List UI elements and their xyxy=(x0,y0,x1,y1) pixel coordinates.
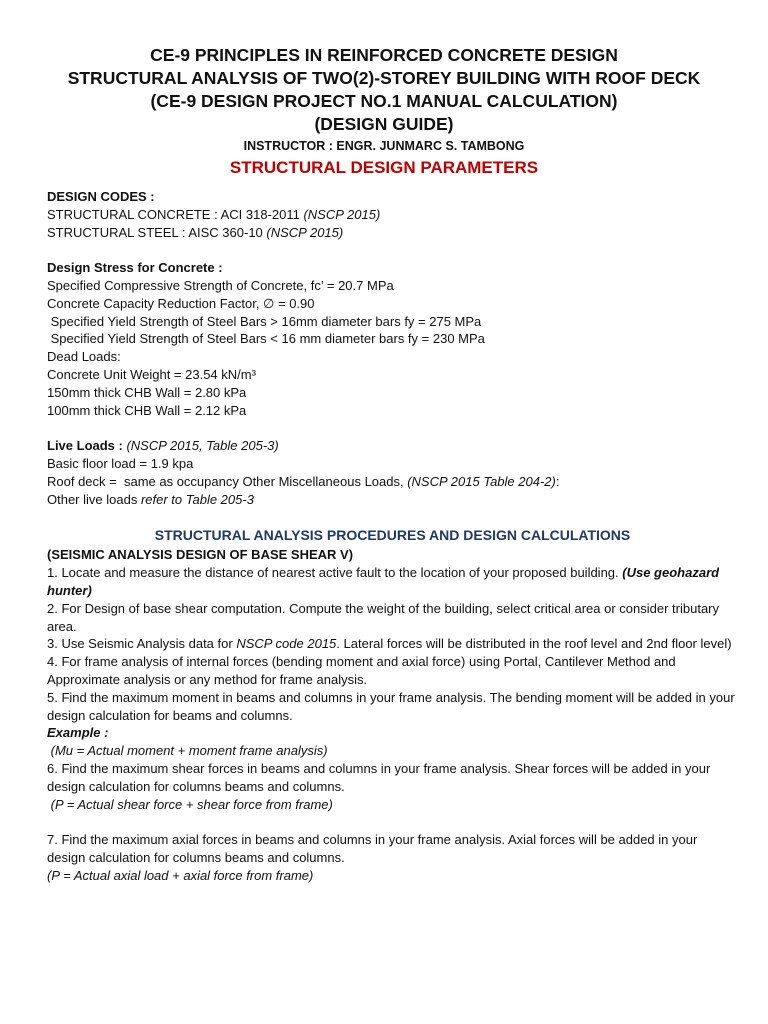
procedures-title: STRUCTURAL ANALYSIS PROCEDURES AND DESIGN CALCULATIONS xyxy=(154,527,631,544)
step-3-text-b: . Lateral forces will be distributed in the roof level and 2nd floor level) xyxy=(336,636,732,652)
step-1-text: 1. Locate and measure the distance of nearest active fault to the location of your proposed building. xyxy=(47,565,623,581)
live-roof xyxy=(47,473,738,491)
step-2: 2. For Design of base shear computation. Compute the weight of the building, select critical area or consider tributary area. xyxy=(47,600,720,634)
live-roof-ref: (NSCP 2015 Table 204-2) xyxy=(407,473,556,489)
document-body xyxy=(0,188,768,884)
live-heading xyxy=(47,437,738,455)
step-5: 5. Find the maximum moment in beams and columns in your frame analysis. The bending moment will be added in your design calculation for beams and columns. xyxy=(47,689,735,723)
instructor-line: INSTRUCTOR : ENGR. JUNMARC S. TAMBONG xyxy=(243,139,525,153)
step-1-ref: (Use geohazard hunter) xyxy=(47,565,720,598)
step-3-ref: NSCP code 2015 xyxy=(236,636,337,652)
live-other xyxy=(47,491,738,509)
step-7: 7. Find the maximum axial forces in beams and columns in your frame analysis. Axial forces will be added in your design calculation for columns beams and columns. xyxy=(47,832,698,865)
course-title: CE-9 PRINCIPLES IN REINFORCED CONCRETE DESIGN xyxy=(150,45,618,65)
project-subtitle: (CE-9 DESIGN PROJECT NO.1 MANUAL CALCULATION) xyxy=(150,91,618,111)
design-guide-label: (DESIGN GUIDE) xyxy=(314,114,454,134)
live-other-ref: refer to Table 205-3 xyxy=(140,491,254,507)
live-roof-end: : xyxy=(555,473,560,489)
dead-unit-weight: Concrete Unit Weight = 23.54 kN/m³ xyxy=(47,366,256,382)
step-3-text-a: 3. Use Seismic Analysis data for xyxy=(47,636,237,652)
dead-chb100: 100mm thick CHB Wall = 2.12 kPa xyxy=(47,402,247,418)
p-axial-formula: (P = Actual axial load + axial force from frame) xyxy=(47,867,314,883)
p-shear-formula: (P = Actual shear force + shear force from frame) xyxy=(47,796,333,812)
dead-chb150: 150mm thick CHB Wall = 2.80 kPa xyxy=(47,384,247,400)
stress-heading: Design Stress for Concrete : xyxy=(47,260,223,276)
live-roof-text: Roof deck = same as occupancy Other Miscellaneous Loads, xyxy=(47,473,408,489)
document-header xyxy=(0,44,768,179)
code-steel-text: STRUCTURAL STEEL : AISC 360-10 xyxy=(47,224,267,240)
step-3 xyxy=(47,635,738,653)
stress-fc: Specified Compressive Strength of Concrete, fc’ = 20.7 MPa xyxy=(47,277,394,293)
live-other-text: Other live loads xyxy=(47,491,141,507)
live-basic: Basic floor load = 1.9 kpa xyxy=(47,455,194,471)
stress-fy-small: Specified Yield Strength of Steel Bars < 16 mm diameter bars fy = 230 MPa xyxy=(47,331,485,347)
dead-loads-heading: Dead Loads: xyxy=(47,349,121,365)
code-concrete-ref: (NSCP 2015) xyxy=(303,206,381,222)
project-title: STRUCTURAL ANALYSIS OF TWO(2)-STOREY BUILDING WITH ROOF DECK xyxy=(67,68,701,88)
code-concrete xyxy=(47,206,738,224)
step-6: 6. Find the maximum shear forces in beams and columns in your frame analysis. Shear forces will be added in your design calculation for columns beams and columns. xyxy=(47,760,711,794)
stress-phi: Concrete Capacity Reduction Factor, ∅ = 0.90 xyxy=(47,295,315,311)
code-steel-ref: (NSCP 2015) xyxy=(266,224,344,240)
procedures-subtitle: (SEISMIC ANALYSIS DESIGN OF BASE SHEAR V) xyxy=(47,547,354,563)
code-concrete-text: STRUCTURAL CONCRETE : ACI 318-2011 xyxy=(47,206,304,222)
step-4: 4. For frame analysis of internal forces (bending moment and axial force) using Portal, Cantilever Method and Approximate analysis or any method for frame analysis. xyxy=(47,654,676,687)
live-heading-text: Live Loads : xyxy=(47,438,127,454)
example-label: Example : xyxy=(47,725,109,741)
params-title: STRUCTURAL DESIGN PARAMETERS xyxy=(229,158,539,177)
stress-fy-large: Specified Yield Strength of Steel Bars > 16mm diameter bars fy = 275 MPa xyxy=(47,313,482,329)
codes-heading: DESIGN CODES : xyxy=(47,189,155,204)
code-steel xyxy=(47,224,738,242)
live-heading-ref: (NSCP 2015, Table 205-3) xyxy=(126,438,279,454)
step-1 xyxy=(47,564,738,600)
mu-formula: (Mu = Actual moment + moment frame analysis) xyxy=(47,743,328,759)
